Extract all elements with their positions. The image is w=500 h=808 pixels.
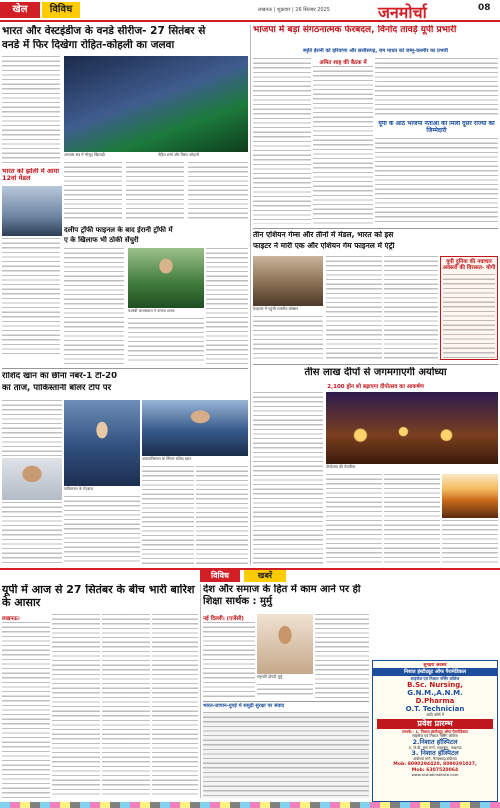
ad-hospital-1: 2.निशात हॉस्पिटल <box>412 737 458 746</box>
ayodhya-article-col4 <box>442 520 498 564</box>
section-tag-news: खबरें <box>244 570 286 582</box>
murmu-headline: देश और समाज के हित में काम आने पर ही शिक्षा सार्थक : मुर्मु <box>203 584 361 607</box>
murmu-article-col3 <box>315 614 369 698</box>
asian-headline-line2: फाइटर ने मारी एक और एशियन गेम फाइनल में एंट्री <box>253 242 395 250</box>
section-tag-sports: खेल <box>0 2 40 18</box>
yogi-box <box>440 256 498 360</box>
dateline: लखनऊ | शुक्रवार | 26 सितंबर 2025 <box>258 7 330 13</box>
rashid-article-col1 <box>2 400 62 456</box>
asian-article-col1 <box>253 316 323 360</box>
ad-course-dpharma: D.Pharma <box>415 697 455 705</box>
lead-article-column-4 <box>188 162 248 222</box>
murmu-photo <box>257 614 313 674</box>
asian-headline-line1: तीन एशियन गेम्स और तीनों में मेडल, भारत को इस <box>253 231 394 239</box>
duleep-article-col2 <box>128 318 204 364</box>
rashid-headline-line1: राशिद खान का छीना नंबर-1 टी-20 <box>2 372 117 381</box>
ad-mobile-2[interactable]: Mob: 6307520064 <box>411 767 459 773</box>
rain-headline: यूपी में आज से 27 सितंबर के बीच भारी बारिश के आसार <box>2 584 195 609</box>
politics-article-col2 <box>313 66 373 224</box>
murmu-article-col1 <box>203 622 255 698</box>
rain-article-col4 <box>152 614 198 798</box>
masthead <box>0 0 500 22</box>
lower-section-bar <box>0 568 500 582</box>
subhead-medal: भारत को झोली में आया 12वां मेडल <box>2 168 60 183</box>
politics-article-col1 <box>253 58 311 224</box>
ministers-headline: यूपी के आठ भाजपा नेताओं को मिली दूसरे राज्यों की जिम्मेदारी <box>378 121 495 134</box>
yogi-article-text <box>443 274 495 358</box>
rashid-photo-caption: पाकिस्तान के गेंदबाज <box>64 486 94 491</box>
ad-contact-label: सम्पर्क:- 1. निशात इंस्टीट्यूट ऑफ पैरामेडिकल <box>402 728 468 734</box>
yogi-headline-line2: अवसरों की विरासत- योगी <box>442 265 496 272</box>
medal-photo <box>2 186 62 236</box>
ad-course-bsc: B.Sc. Nursing, <box>407 681 463 689</box>
lead-article-column-2 <box>64 162 122 222</box>
rashid-portrait <box>2 458 62 500</box>
ad-address-3: अयोध्या मार्ग, फैजाबाद/अयोध्या <box>413 756 457 762</box>
murmu-article-col2 <box>257 684 313 698</box>
rashid-photo2-caption: अफगानिस्तान के स्पिनर राशिद खान <box>142 456 192 461</box>
lead-article-column-3 <box>126 162 184 222</box>
print-color-bar <box>0 802 500 808</box>
murmu-photo-caption: राष्ट्रपति द्रौपदी मुर्मु <box>257 674 283 679</box>
ministers-article-text <box>375 138 498 224</box>
rain-article-col1 <box>2 622 50 798</box>
divider <box>203 701 369 702</box>
divider <box>253 364 498 365</box>
rashid-article-col3 <box>142 466 194 564</box>
duleep-headline-line1: दलीप ट्रॉफी फाइनल के बाद ईरानी ट्रॉफी में <box>64 226 173 234</box>
page-number: 08 <box>478 3 491 13</box>
ad-mobile-1[interactable]: Mob: 8090294420, 8090291027, <box>393 761 477 767</box>
asian-photo-caption: फाइनल में पहुंची भारतीय बॉक्सर <box>253 306 298 311</box>
ad-website-link[interactable]: www.nishatinstitute.com <box>411 772 459 778</box>
asian-photo <box>253 256 323 306</box>
ad-course-gnm: G.N.M.,A.N.M. <box>407 689 463 697</box>
ad-hospital-2: 3. निशात हॉस्पिटल <box>411 749 459 758</box>
lead-headline-line2: वनडे में फिर दिखेगा रोहित-कोहली का जलवा <box>2 39 175 51</box>
lead-photo-caption-right: रोहित शर्मा और विराट कोहली <box>158 152 199 157</box>
rashid-photo-bowler <box>64 400 140 486</box>
ayodhya-headline: तीस लाख दीपों से जगमगाएगी अयोध्या <box>304 367 447 378</box>
news2-article-text <box>203 712 369 798</box>
column-divider <box>200 584 201 798</box>
rain-article-col3 <box>102 614 150 798</box>
rain-kicker: लखनऊ। <box>2 616 20 622</box>
ayodhya-subhead: 2,100 ड्रोन शो बढ़ाएगा दीपोत्सव का आकर्षण <box>327 384 424 390</box>
lead-photo-stadium <box>64 56 248 152</box>
ad-institute-name-2: साइंसेज एवं निशात नर्सिंग कॉलेज <box>410 676 460 681</box>
asian-article-col3 <box>384 256 438 360</box>
duleep-headline-line2: ए के खिलाफ भी ठोकी सेंचुरी <box>64 236 139 244</box>
newspaper-logo: जनमोर्चा <box>378 3 427 22</box>
rashid-photo-spinner <box>142 400 248 456</box>
ad-admission-banner: प्रवेश प्रारम्भ <box>377 719 493 729</box>
medal-article-text <box>2 238 60 356</box>
ayodhya-article-col3 <box>384 474 440 564</box>
lead-headline-line1: भारत और वेस्टइंडीज के वनडे सीरीज- 27 सितंबर से <box>2 25 206 37</box>
divider <box>253 228 498 229</box>
section-tag-misc: विविध <box>42 2 80 18</box>
lead-photo-caption-left: अभ्यास सत्र में मौजूद खिलाड़ी <box>64 152 105 157</box>
duleep-photo-caption: यशस्वी जायसवाल ने बनाया शतक <box>128 308 175 313</box>
ad-address-1: साइंसेज एवं निशात नर्सिंग कॉलेज <box>412 733 458 739</box>
politics-article-col3 <box>375 58 498 118</box>
ayodhya-photo-caption: दीपोत्सव की तैयारियां <box>326 464 356 469</box>
politics-top-headline: भाजपा में बड़ा संगठनात्मक फेरबदल, विनोद तावड़े यूपी प्रभारी <box>253 25 457 35</box>
rashid-article-col1b <box>2 502 62 564</box>
murmu-kicker: नई दिल्ली। (एजेंसी) <box>203 616 244 622</box>
yogi-headline-line1: यूपी दुनिया की नवाचार <box>446 259 492 265</box>
divider <box>2 368 248 369</box>
ad-address-2: 3, जे.डी. बाग मार्ग, लालबाग, लखनऊ <box>408 744 462 750</box>
duleep-photo <box>128 248 204 308</box>
rain-article-col2 <box>52 614 100 798</box>
ad-institute-name: निशात इंस्टीट्यूट ऑफ पैरामेडिकल <box>373 668 497 676</box>
ayodhya-photo-temple <box>442 474 498 518</box>
ayodhya-article-col1 <box>253 392 323 564</box>
nursing-college-advertisement[interactable] <box>372 660 498 802</box>
ayodhya-article-col2 <box>326 474 382 564</box>
asian-article-col2 <box>326 256 382 360</box>
rashid-article-col4 <box>196 466 248 564</box>
column-divider <box>250 25 251 565</box>
rashid-article-col2 <box>64 496 140 564</box>
lead-article-column-1 <box>2 56 60 166</box>
duleep-article-col3 <box>206 248 248 364</box>
politics-list-kicker: अमित शाह की बैठक में <box>319 60 367 66</box>
politics-top-subhead: स्मृति ईरानी को हरियाणा और छत्तीसगढ़, राम माधव को जम्मू-कश्मीर का प्रभारी <box>303 48 448 54</box>
news2-headline: भारत-जापान-युएई में समुद्री सुरक्षा पर संवाद <box>203 703 285 709</box>
ad-course-ot: O.T. Technician <box>405 705 465 713</box>
ayodhya-photo-lamps <box>326 392 498 464</box>
ad-admission-intro: आदि कोर्स में <box>425 712 445 717</box>
ad-tagline: सुनहरा अवसर <box>423 663 447 668</box>
section-tag-misc-lower: विविध <box>200 570 240 582</box>
rashid-headline-line2: का ताज, पाकिस्तानी बॉलर टॉप पर <box>2 384 112 393</box>
duleep-article-col1 <box>64 248 124 364</box>
